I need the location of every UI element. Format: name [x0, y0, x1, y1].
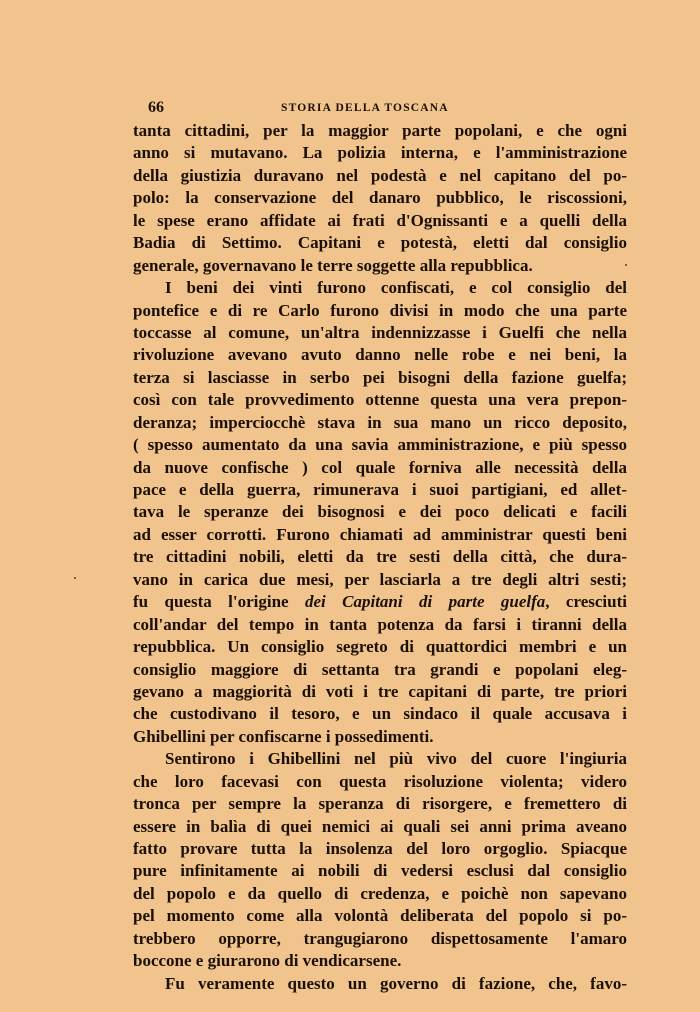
text-line-content: fu questa l'origine: [133, 592, 305, 612]
text-line: [133, 546, 627, 568]
text-line: [133, 210, 627, 232]
text-line-content: del popolo e da quello di credenza, e poichè non sapevano: [133, 883, 627, 903]
text-line: [133, 322, 627, 344]
text-line-content: ad esser corrotti. Furono chiamati ad amministrar questi beni: [133, 524, 627, 544]
text-line: [133, 479, 627, 501]
text-line: [133, 501, 627, 523]
text-line-tail: , cresciuti: [545, 592, 627, 612]
text-line-content: pace e della guerra, rimunerava i suoi partigiani, ed allet-: [133, 480, 627, 499]
paper-speck: [74, 577, 76, 579]
text-line: [133, 905, 627, 927]
text-line-content: che custodivano il tesoro, e un sindaco il quale accusava i: [133, 704, 627, 724]
text-line: [133, 255, 627, 277]
text-line-content: coll'andar del tempo in tanta potenza da farsi i tiranni della: [133, 614, 627, 634]
text-line-content: anno si mutavano. La polizia interna, e l'amministrazione: [133, 143, 627, 163]
paper-speck: [625, 264, 627, 266]
body-text: [133, 120, 627, 995]
text-line: [133, 344, 627, 366]
text-line: [133, 389, 627, 411]
text-line: [133, 232, 627, 254]
text-line: [133, 950, 627, 972]
text-line-content: I beni dei vinti furono confiscati, e col consiglio del: [165, 278, 627, 298]
text-line-content: rivoluzione avevano avuto danno nelle robe e nei beni, la: [133, 345, 627, 365]
text-line: [133, 165, 627, 187]
page-number: 66: [148, 99, 164, 116]
text-line: [133, 928, 627, 950]
text-line: [133, 748, 627, 770]
text-line-content: tre cittadini nobili, eletti da tre sesti della città, che dura-: [133, 547, 627, 567]
text-line: [133, 883, 627, 905]
text-line: [133, 120, 627, 142]
text-line-content: trebbero opporre, trangugiarono dispettosamente l'amaro: [133, 928, 627, 948]
text-line: [133, 300, 627, 322]
page-header: [133, 99, 627, 119]
italic-phrase: dei Capitani di parte guelfa: [304, 592, 546, 612]
text-line-content: essere in balìa di quei nemici ai quali sei anni prima aveano: [133, 816, 627, 836]
text-line: [133, 142, 627, 164]
text-line-content: pontefice e di re Carlo furono divisi in modo che una parte: [133, 300, 627, 320]
text-line: [133, 591, 627, 613]
text-line-content: che loro facevasi con questa risoluzione violenta; videro: [133, 771, 627, 791]
text-line-content: tanta cittadini, per la maggior parte popolani, e che ogni: [133, 121, 627, 140]
text-line: [133, 412, 627, 434]
text-line-content: deranza; imperciocchè stava in sua mano un ricco deposito,: [133, 412, 627, 432]
text-line: [133, 771, 627, 793]
text-line-content: della giustizia duravano nel podestà e nel capitano del po-: [133, 165, 627, 185]
text-line-content: Sentirono i Ghibellini nel più vivo del cuore l'ingiuria: [165, 749, 627, 769]
text-line-content: tronca per sempre la speranza di risorgere, e fremettero di: [133, 794, 627, 814]
text-line-content: tava le speranze dei bisognosi e dei poco delicati e facili: [133, 502, 627, 522]
text-line-content: vano in carica due mesi, per lasciarla a tre degli altri sesti;: [133, 569, 627, 589]
text-line-content: le spese erano affidate ai frati d'Ognissanti e a quelli della: [133, 210, 627, 230]
text-line-content: Ghibellini per confiscarne i possedimenti.: [133, 726, 434, 746]
text-line: [133, 569, 627, 591]
text-line: [133, 277, 627, 299]
text-line: [133, 816, 627, 838]
text-line: [133, 973, 627, 995]
text-line-content: polo: la conservazione del danaro pubblico, le riscossioni,: [133, 188, 627, 208]
text-line-content: da nuove confische ) col quale forniva alle necessità della: [133, 457, 627, 477]
running-title: STORIA DELLA TOSCANA: [281, 102, 449, 114]
text-line-content: Badia di Settimo. Capitani e potestà, eletti dal consiglio: [133, 233, 627, 253]
text-line: [133, 187, 627, 209]
text-line: [133, 838, 627, 860]
text-line-content: consiglio maggiore di settanta tra grandi e popolani eleg-: [133, 659, 627, 679]
text-line: [133, 457, 627, 479]
text-line: [133, 860, 627, 882]
text-line: [133, 726, 627, 748]
text-line: [133, 659, 627, 681]
text-line-content: gevano a maggiorità di voti i tre capitani di parte, tre priori: [133, 681, 627, 701]
text-line-content: Fu veramente questo un governo di fazione, che, favo-: [165, 973, 627, 993]
text-line-content: terza si lasciasse in serbo pei bisogni della fazione guelfa;: [133, 367, 627, 387]
text-line-content: ( spesso aumentato da una savia amministrazione, e più spesso: [133, 435, 627, 455]
text-line: [133, 681, 627, 703]
text-line-content: toccasse al comune, un'altra indennizzasse i Guelfi che nella: [133, 322, 627, 342]
text-line: [133, 703, 627, 725]
text-line-content: pure infinitamente ai nobili di vedersi esclusi dal consiglio: [133, 861, 627, 881]
text-line-content: pel momento come alla volontà deliberata del popolo si po-: [133, 906, 627, 926]
text-line-content: repubblica. Un consiglio segreto di quattordici membri e un: [133, 637, 627, 657]
text-line-content: così con tale provvedimento ottenne questa una vera prepon-: [133, 390, 627, 410]
text-line: [133, 614, 627, 636]
text-line-content: generale, governavano le terre soggette alla repubblica.: [133, 255, 533, 275]
text-line: [133, 793, 627, 815]
text-line: [133, 524, 627, 546]
text-line: [133, 367, 627, 389]
text-line-content: fatto provare tutta la insolenza del loro orgoglio. Spiacque: [133, 839, 627, 858]
text-line-content: boccone e giurarono di vendicarsene.: [133, 951, 402, 971]
text-line: [133, 434, 627, 456]
text-line: [133, 636, 627, 658]
